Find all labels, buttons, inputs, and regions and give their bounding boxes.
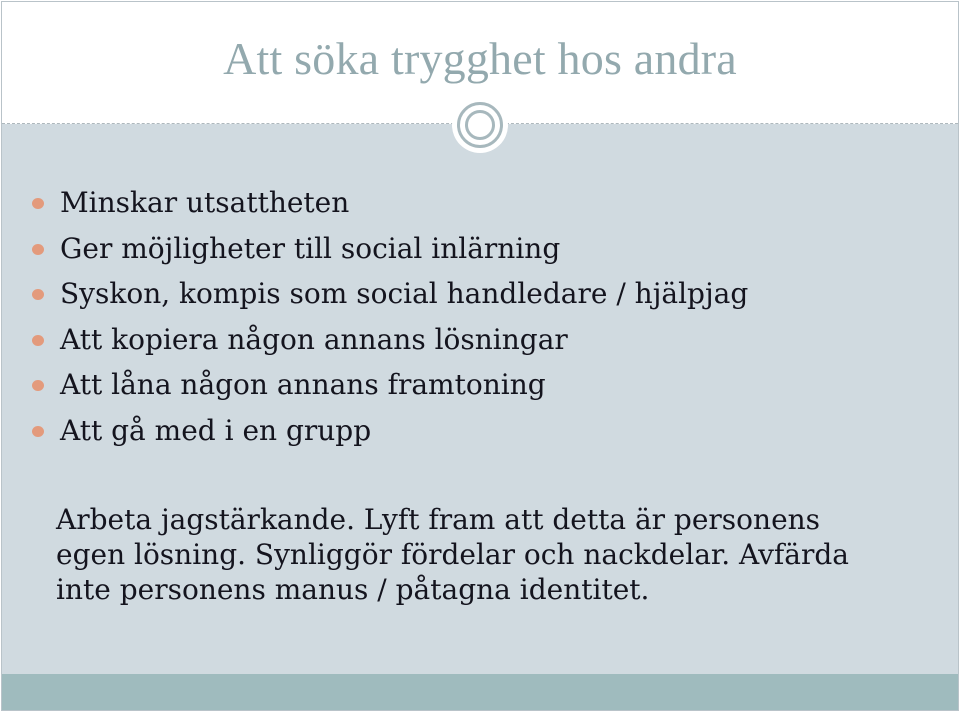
bullet-item (30, 180, 748, 226)
bullet-dot-icon (32, 289, 44, 300)
bullet-dot-icon (32, 244, 44, 255)
bullet-list (30, 180, 748, 453)
slide (1, 1, 959, 711)
note-line: inte personens manus / påtagna identitet. (56, 573, 650, 606)
bullet-text: Att gå med i en grupp (60, 413, 372, 447)
bullet-dot-icon (32, 198, 44, 209)
bullet-text: Syskon, kompis som social handledare / hjälpjag (60, 277, 749, 310)
bullet-item (30, 271, 748, 317)
bullet-item (30, 317, 748, 363)
ornament-inner-ring (465, 110, 495, 140)
bullet-text: Minskar utsattheten (60, 186, 350, 219)
bullet-dot-icon (32, 426, 44, 437)
bullet-text: Att kopiera någon annans lösningar (60, 322, 568, 356)
bullet-item (30, 408, 748, 454)
footer-bar (2, 674, 958, 710)
circle-ornament-icon (452, 97, 508, 153)
bullet-text: Att låna någon annans framtoning (60, 368, 546, 401)
note-paragraph (56, 502, 936, 607)
bullet-dot-icon (32, 335, 44, 346)
slide-title: Att söka trygghet hos andra (223, 33, 737, 84)
note-line: Arbeta jagstärkande. Lyft fram att detta är personens (56, 503, 821, 536)
bullet-item (30, 362, 748, 408)
bullet-dot-icon (32, 380, 44, 391)
bullet-item (30, 226, 748, 272)
note-line: egen lösning. Synliggör fördelar och nackdelar. Avfärda (56, 538, 849, 571)
bullet-text: Ger möjligheter till social inlärning (60, 231, 561, 265)
